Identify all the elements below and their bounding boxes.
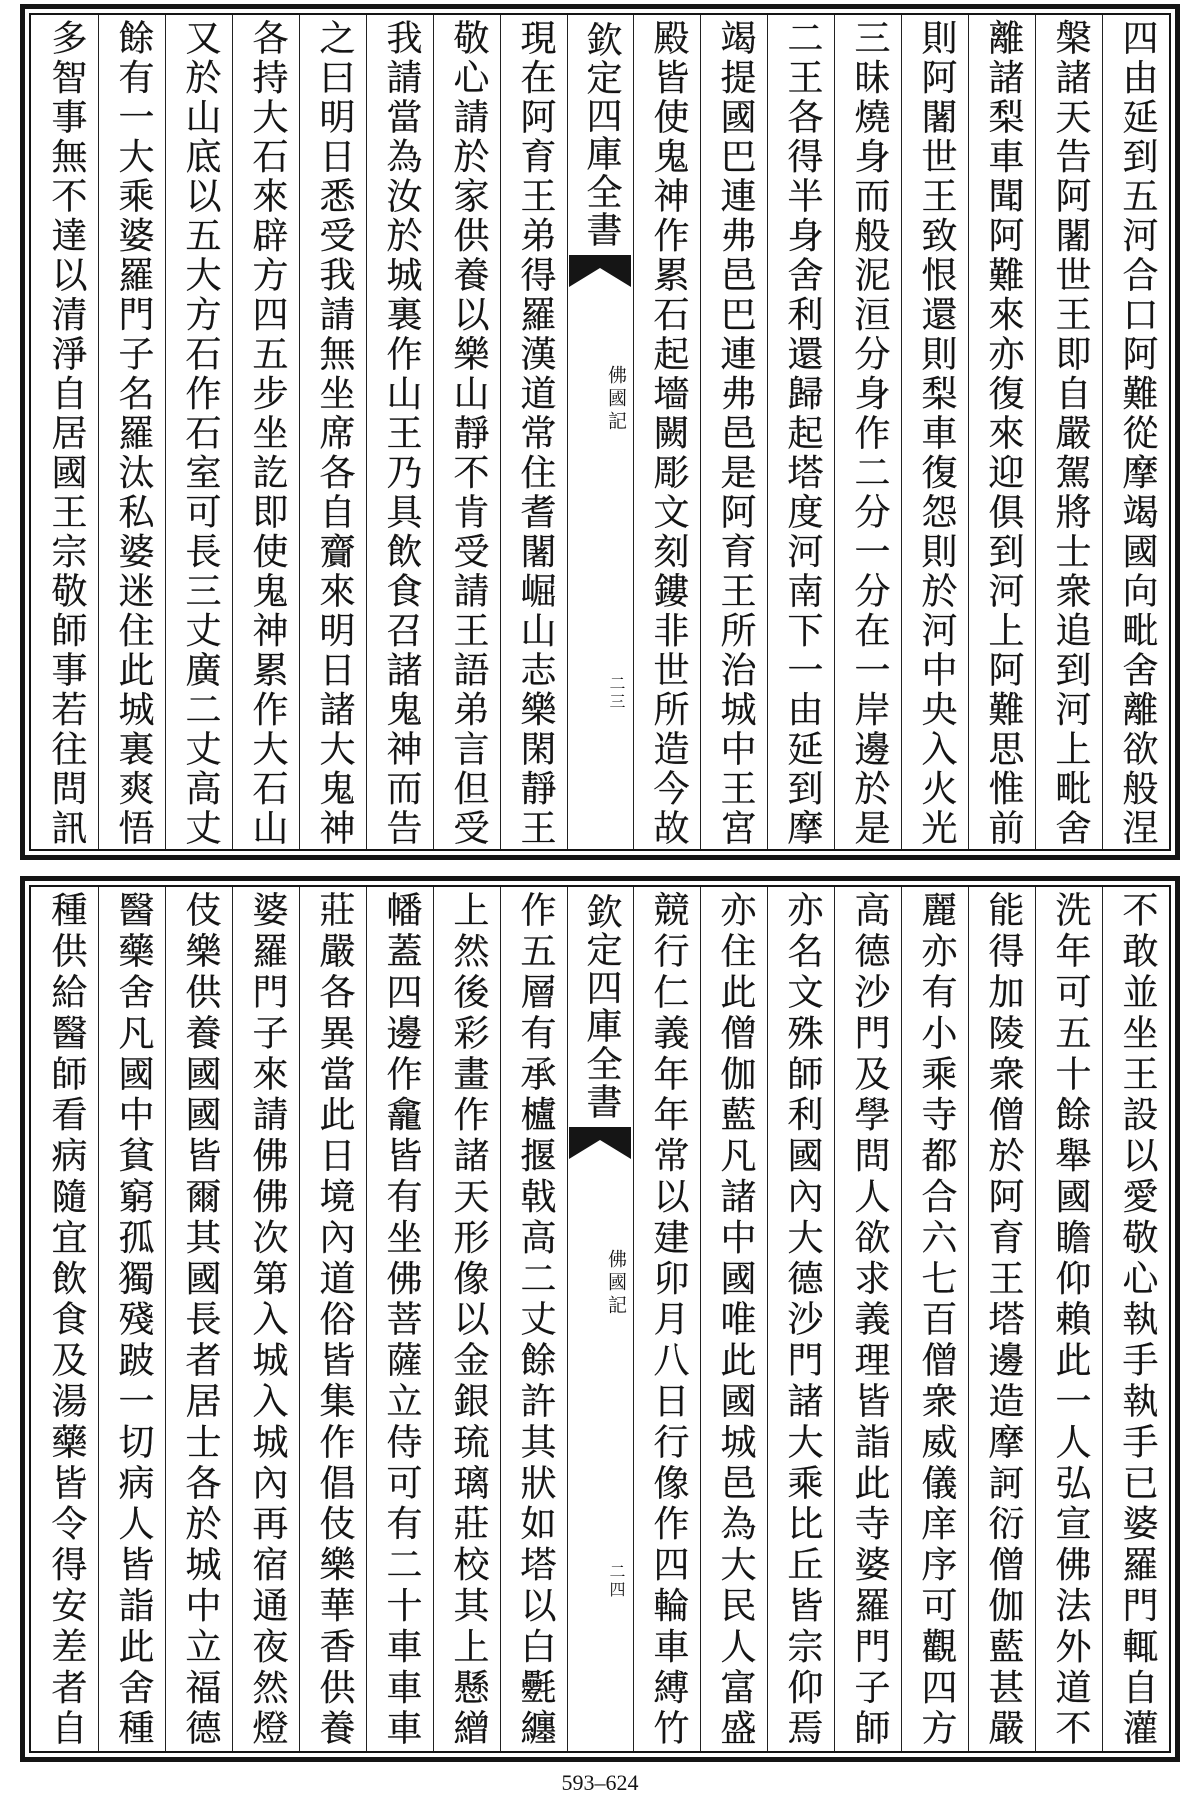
text-column: 竭提國巴連弗邑巴連弗邑是阿育王所治城中王宮 — [700, 15, 767, 849]
text-column: 又於山底以五大方石作石室可長三丈廣二丈高丈 — [165, 15, 232, 849]
series-title: 欽定四庫全書 — [581, 893, 622, 1121]
text-column: 各持大石來辟方四五步坐訖即使鬼神累作大石山 — [232, 15, 299, 849]
text-column: 麗亦有小乘寺都合六七百僧衆威儀庠序可觀四方 — [901, 887, 968, 1751]
text-column: 醫藥舍凡國中貧窮孤獨殘跛一切病人皆詣此舍種 — [98, 887, 165, 1751]
text-column: 敬心請於家供養以樂山靜不肯受請王語弟言但受 — [433, 15, 500, 849]
text-column: 能得加陵衆僧於阿育王塔邊造摩訶衍僧伽藍甚嚴 — [968, 887, 1035, 1751]
text-column: 多智事無不達以清淨自居國王宗敬師事若往問訊 — [46, 19, 87, 849]
page-frame — [29, 885, 1171, 1753]
fish-tail-icon — [568, 255, 632, 289]
book-title: 佛國記 — [605, 1249, 627, 1318]
text-column: 三昧燒身而般泥洹分身作二分一分在一岸邊於是 — [834, 15, 901, 849]
text-column: 則阿闍世王致恨還則梨車復怨則於河中央入火光 — [901, 15, 968, 849]
text-column: 槃諸天告阿闍世王即自嚴駕將士衆追到河上毗舍 — [1035, 15, 1102, 849]
page-frame — [29, 13, 1171, 851]
text-column: 種供給醫師看病隨宜飲食及湯藥皆令得安差者自 — [46, 891, 87, 1750]
center-column — [567, 887, 633, 1751]
text-column: 作五層有承櫨揠戟高二丈餘許其狀如塔以白氎纏 — [500, 887, 567, 1751]
text-column: 離諸梨車聞阿難來亦復來迎俱到河上阿難思惟前 — [968, 15, 1035, 849]
text-column: 之曰明日悉受我請無坐席各自齎來明日諸大鬼神 — [299, 15, 366, 849]
text-column: 上然後彩畫作諸天形像以金銀琉璃莊校其上懸繒 — [433, 887, 500, 1751]
text-column: 餘有一大乘婆羅門子名羅汰私婆迷住此城裏爽悟 — [98, 15, 165, 849]
text-column: 競行仁義年年常以建卯月八日行像作四輪車縛竹 — [633, 887, 700, 1751]
center-column — [567, 15, 633, 849]
text-column: 二王各得半身舍利還歸起塔度河南下一由延到摩 — [767, 15, 834, 849]
text-column: 莊嚴各異當此日境內道俗皆集作倡伎樂華香供養 — [299, 887, 366, 1751]
upper-page — [20, 4, 1180, 860]
text-column: 亦名文殊師利國內大德沙門諸大乘比丘皆宗仰焉 — [767, 887, 834, 1751]
text-column: 殿皆使鬼神作累石起墻闕彫文刻鏤非世所造今故 — [633, 15, 700, 849]
text-column: 幡蓋四邊作龕皆有坐佛菩薩立侍可有二十車車車 — [366, 887, 433, 1751]
text-column: 四由延到五河合口阿難從摩竭國向毗舍離欲般涅 — [1102, 15, 1169, 849]
lower-page — [20, 876, 1180, 1762]
text-column: 伎樂供養國國皆爾其國長者居士各於城中立福德 — [165, 887, 232, 1751]
text-column: 現在阿育王弟得羅漢道常住耆闍崛山志樂閑靜王 — [500, 15, 567, 849]
page-number: 二三 — [607, 675, 626, 711]
footer-page-ref: 593–624 — [561, 1770, 639, 1795]
fish-tail-icon — [568, 1127, 632, 1161]
page-number: 二四 — [607, 1563, 626, 1599]
text-column: 不敢並坐王設以愛敬心執手執手已婆羅門輒自灌 — [1102, 887, 1169, 1751]
text-column: 我請當為汝於城裏作山王乃具飲食召諸鬼神而告 — [366, 15, 433, 849]
book-title: 佛國記 — [605, 365, 627, 434]
text-column: 洗年可五十餘舉國瞻仰賴此一人弘宣佛法外道不 — [1035, 887, 1102, 1751]
text-column: 婆羅門子來請佛佛次第入城入城內再宿通夜然燈 — [232, 887, 299, 1751]
series-title: 欽定四庫全書 — [581, 21, 622, 249]
text-column: 高德沙門及學問人欲求義理皆詣此寺婆羅門子師 — [834, 887, 901, 1751]
text-column: 亦住此僧伽藍凡諸中國唯此國城邑為大民人富盛 — [700, 887, 767, 1751]
